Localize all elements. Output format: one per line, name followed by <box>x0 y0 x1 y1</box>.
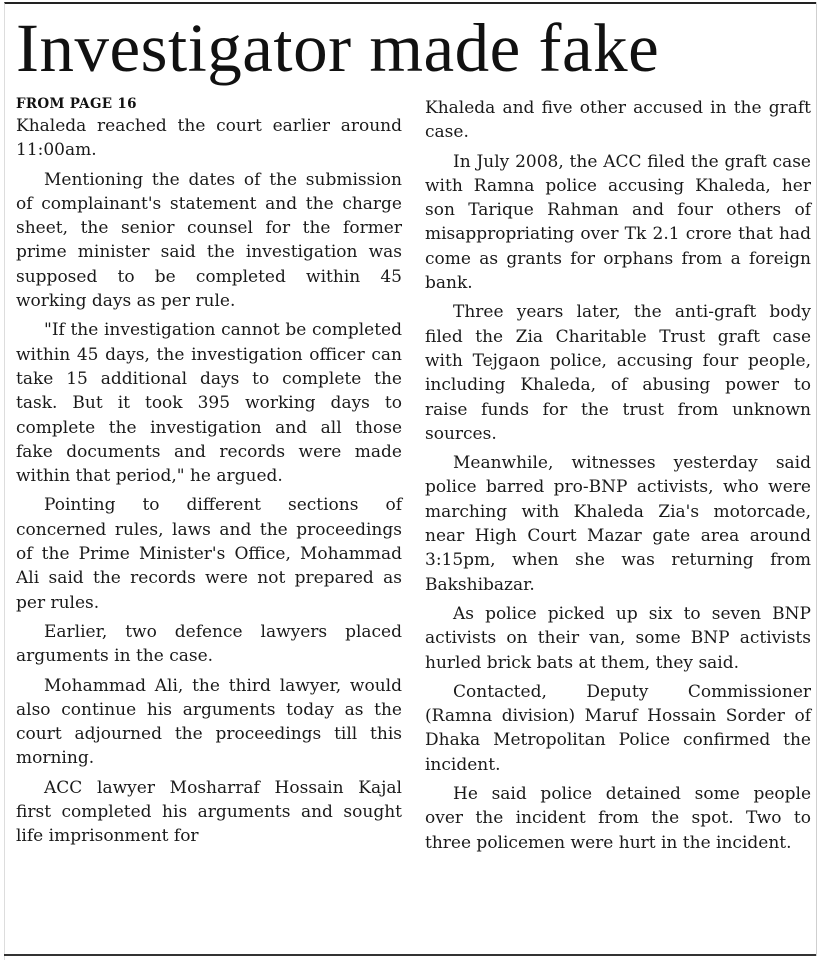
paragraph: Contacted, Deputy Commissioner (Ramna division) Maruf Hossain Sorder of Dhaka Metropolitan Police confirmed the incident. <box>425 681 811 775</box>
column-divider <box>413 96 414 950</box>
paragraph: "If the investigation cannot be completed within 45 days, the investigation officer can take 15 additional days to complete the task. But it took 395 working days to complete the investigation and all those fake documents and records were made within that period," he argued. <box>16 320 402 487</box>
paragraph: Three years later, the anti-graft body filed the Zia Charitable Trust graft case with Tejgaon police, accusing four people, including Khaleda, of abusing power to raise funds for the trust from unknown sources. <box>425 302 811 444</box>
paragraph: In July 2008, the ACC filed the graft case with Ramna police accusing Khaleda, her son Tarique Rahman and four others of misappropriating over Tk 2.1 crore that had come as grants for orphans from a foreign bank. <box>425 151 811 294</box>
paragraph: Pointing to different sections of concerned rules, laws and the proceedings of the Prime Minister's Office, Mohammad Ali said the records were not prepared as per rules. <box>16 495 402 613</box>
paragraph: Mentioning the dates of the submission of complainant's statement and the charge sheet, the senior counsel for the former prime minister said the investigation was supposed to be completed within 45 working days as per rule. <box>16 169 402 312</box>
paragraph: Khaleda and five other accused in the graft case. <box>425 98 811 143</box>
paragraph: Mohammad Ali, the third lawyer, would also continue his arguments today as the court adjourned the proceedings till this morning. <box>16 675 402 769</box>
paragraph: He said police detained some people over the incident from the spot. Two to three policemen were hurt in the incident. <box>425 784 811 853</box>
right-column <box>425 96 811 855</box>
bottom-rule <box>4 954 816 956</box>
jump-label: FROM PAGE 16 <box>16 96 137 112</box>
paragraph: As police picked up six to seven BNP activists on their van, some BNP activists hurled brick bats at them, they said. <box>425 603 811 673</box>
paragraph: Meanwhile, witnesses yesterday said police barred pro-BNP activists, who were marching with Khaleda Zia's motorcade, near High Court Mazar gate area around 3:15pm, when she was returning from Bakshibazar. <box>425 453 811 595</box>
paragraph: Khaleda reached the court earlier around 11:00am. <box>16 116 402 161</box>
paragraph: Earlier, two defence lawyers placed arguments in the case. <box>16 621 402 667</box>
headline: Investigator made fake <box>16 10 660 86</box>
paragraph: ACC lawyer Mosharraf Hossain Kajal first completed his arguments and sought life imprisonment for <box>16 777 402 847</box>
left-column <box>16 96 402 849</box>
right-edge-line <box>816 2 817 956</box>
